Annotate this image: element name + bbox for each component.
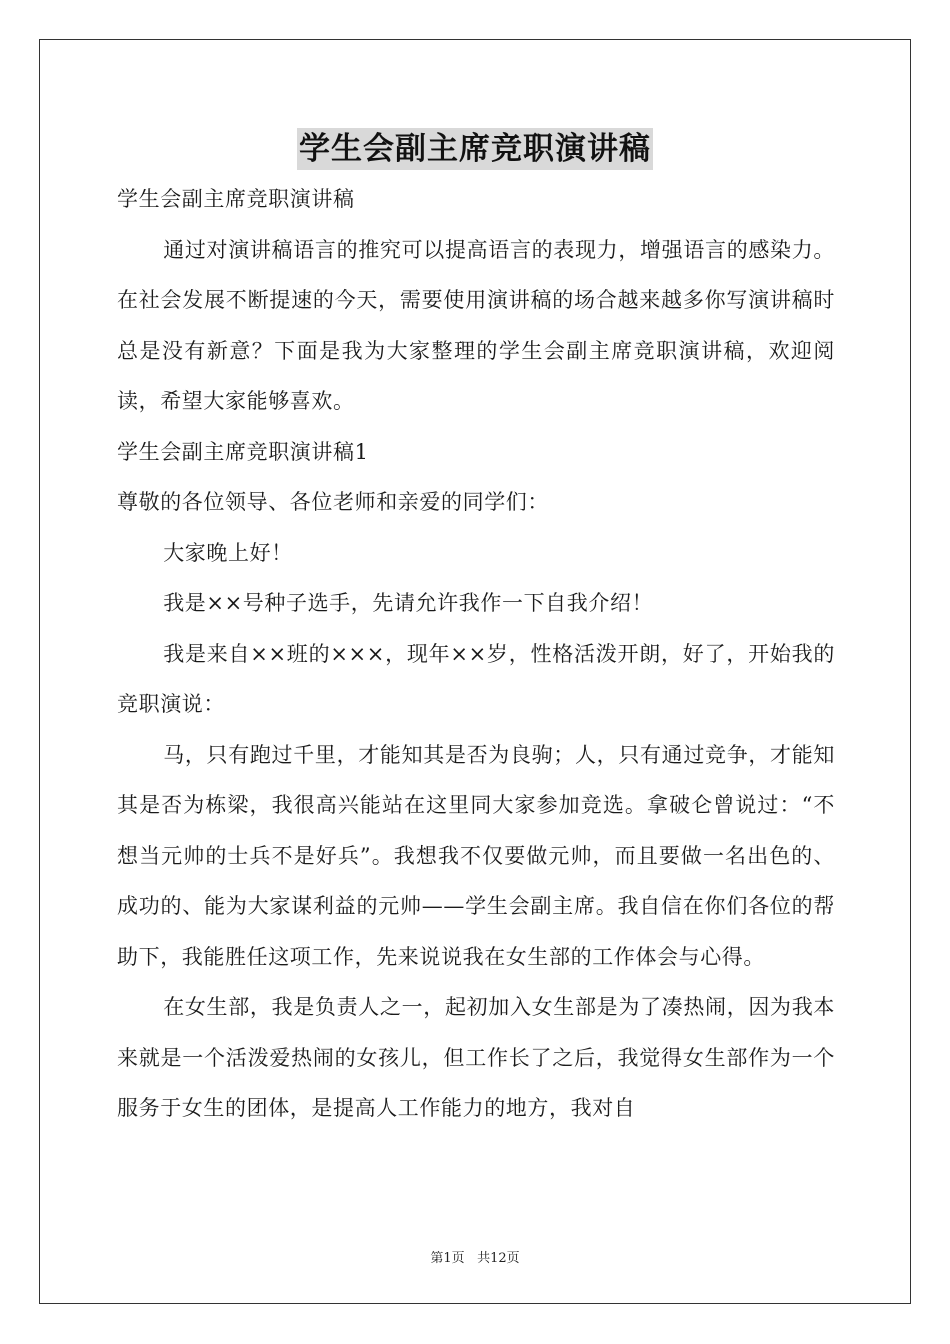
title-container [0, 128, 950, 170]
paragraph-background: 我是来自××班的×××，现年××岁，性格活泼开朗，好了，开始我的竞职演说： [117, 641, 835, 716]
paragraph-intro: 通过对演讲稿语言的推究可以提高语言的表现力，增强语言的感染力。在社会发展不断提速的今天，需要使用演讲稿的场合越来越多你写演讲稿时总是没有新意？下面是我为大家整理的学生会副主席竞职演讲稿，欢迎阅读，希望大家能够喜欢。 [117, 237, 835, 413]
page-total: 共12页 [477, 1251, 520, 1266]
paragraph-motivation: 马，只有跑过千里，才能知其是否为良驹；人，只有通过竞争，才能知其是否为栋梁，我很高兴能站在这里同大家参加竞选。拿破仑曾说过：“不想当元帅的士兵不是好兵”。我想我不仅要做元帅，而且要做一名出色的、成功的、能为大家谋利益的元帅——学生会副主席。我自信在你们各位的帮助下，我能胜任这项工作，先来说说我在女生部的工作体会与心得。 [117, 742, 835, 969]
document-title: 学生会副主席竞职演讲稿 [297, 128, 653, 170]
paragraph-experience: 在女生部，我是负责人之一，起初加入女生部是为了凑热闹，因为我本来就是一个活泼爱热闹的女孩儿，但工作长了之后，我觉得女生部作为一个服务于女生的团体，是提高人工作能力的地方，我对自 [117, 995, 835, 1120]
page-footer [0, 1247, 950, 1266]
document-body [117, 174, 835, 1134]
page-number: 第1页 [430, 1251, 465, 1266]
paragraph-subtitle: 学生会副主席竞职演讲稿 [117, 187, 355, 211]
paragraph-section-heading: 学生会副主席竞职演讲稿1 [117, 439, 369, 464]
paragraph-self-intro: 我是××号种子选手，先请允许我作一下自我介绍！ [163, 591, 654, 615]
paragraph-salutation: 尊敬的各位领导、各位老师和亲爱的同学们： [117, 490, 549, 514]
paragraph-greeting: 大家晚上好！ [163, 540, 293, 565]
